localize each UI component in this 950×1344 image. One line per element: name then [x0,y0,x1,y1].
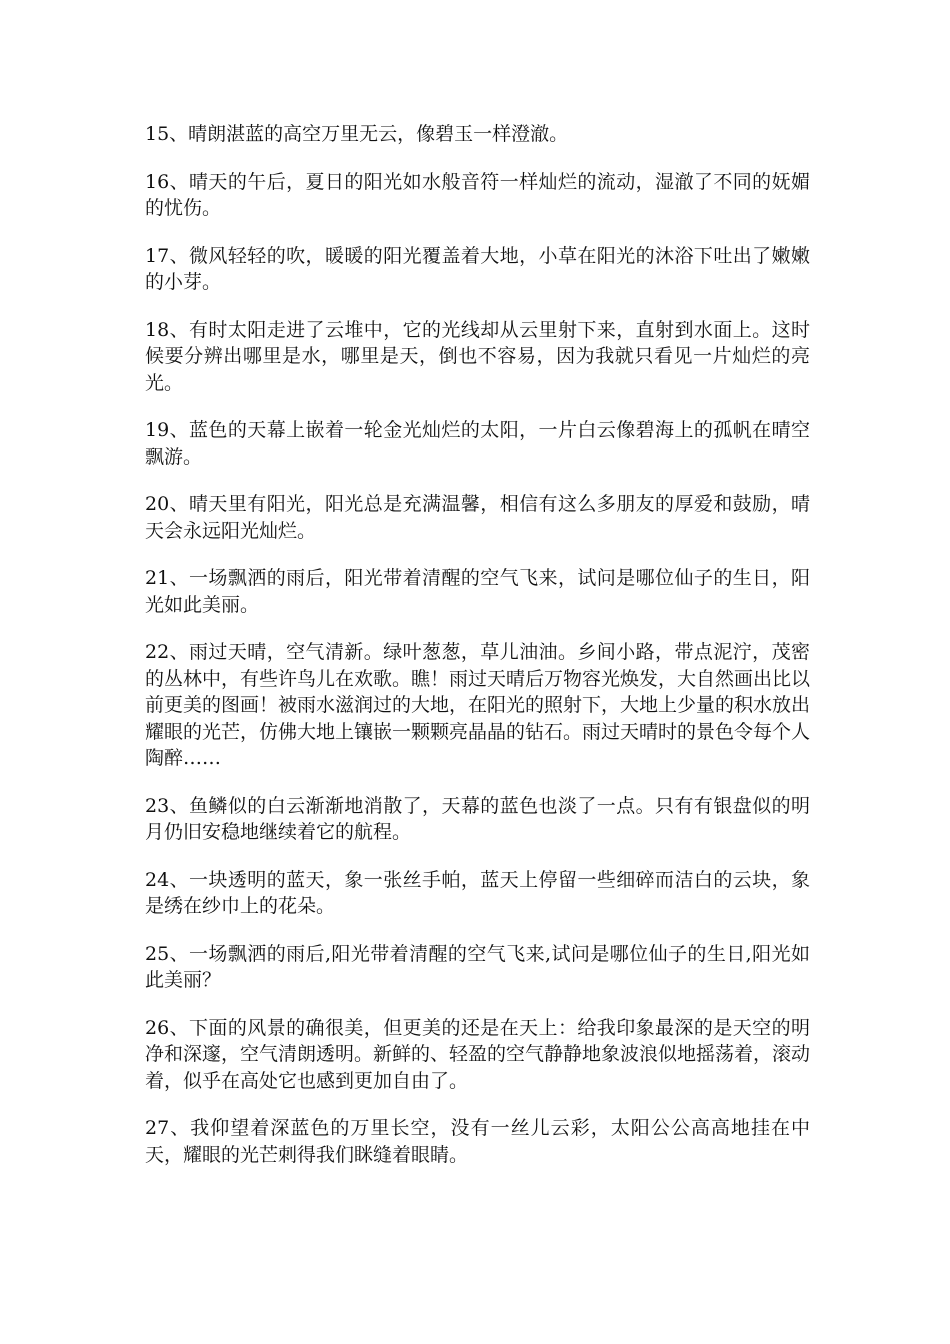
paragraph-21: 21、一场飘洒的雨后，阳光带着清醒的空气飞来，试问是哪位仙子的生日，阳光如此美丽。 [145,567,810,616]
paragraph-27: 27、我仰望着深蓝色的万里长空，没有一丝儿云彩，太阳公公高高地挂在中天，耀眼的光芒刺得我们眯缝着眼睛。 [145,1117,810,1166]
paragraph-22: 22、雨过天晴，空气清新。绿叶葱葱，草儿油油。乡间小路，带点泥泞，茂密的丛林中，有些许鸟儿在欢歌。瞧！雨过天晴后万物容光焕发，大自然画出比以前更美的图画！被雨水滋润过的大地，在阳光的照射下，大地上少量的积水放出耀眼的光芒，仿佛大地上镶嵌一颗颗亮晶晶的钻石。雨过天晴时的景色令每个人陶醉…… [145,641,811,769]
paragraph-16: 16、晴天的午后，夏日的阳光如水般音符一样灿烂的流动，湿澈了不同的妩媚的忧伤。 [145,170,810,219]
paragraph-24: 24、一块透明的蓝天，象一张丝手帕，蓝天上停留一些细碎而洁白的云块，象是绣在纱巾上的花朵。 [145,868,810,917]
paragraph-26: 26、下面的风景的确很美，但更美的还是在天上：给我印象最深的是天空的明净和深邃，空气清朗透明。新鲜的、轻盈的空气静静地象波浪似地摇荡着，滚动着，似乎在高处它也感到更加自由了。 [145,1016,811,1092]
paragraph-19: 19、蓝色的天幕上嵌着一轮金光灿烂的太阳，一片白云像碧海上的孤帆在晴空飘游。 [145,419,810,468]
paragraph-20: 20、晴天里有阳光，阳光总是充满温馨，相信有这么多朋友的厚爱和鼓励，晴天会永远阳光灿烂。 [145,493,810,542]
paragraph-25: 25、一场飘洒的雨后,阳光带着清醒的空气飞来,试问是哪位仙子的生日,阳光如此美丽？ [145,942,810,991]
paragraph-18: 18、有时太阳走进了云堆中，它的光线却从云里射下来，直射到水面上。这时候要分辨出哪里是水，哪里是天，倒也不容易，因为我就只看见一片灿烂的亮光。 [145,318,810,394]
paragraph-15: 15、晴朗湛蓝的高空万里无云，像碧玉一样澄澈。 [145,123,569,145]
document-body [145,121,810,1189]
paragraph-23: 23、鱼鳞似的白云渐渐地消散了，天幕的蓝色也淡了一点。只有有银盘似的明月仍旧安稳地继续着它的航程。 [145,794,810,843]
paragraph-17: 17、微风轻轻的吹，暖暖的阳光覆盖着大地，小草在阳光的沐浴下吐出了嫩嫩的小芽。 [145,244,810,293]
